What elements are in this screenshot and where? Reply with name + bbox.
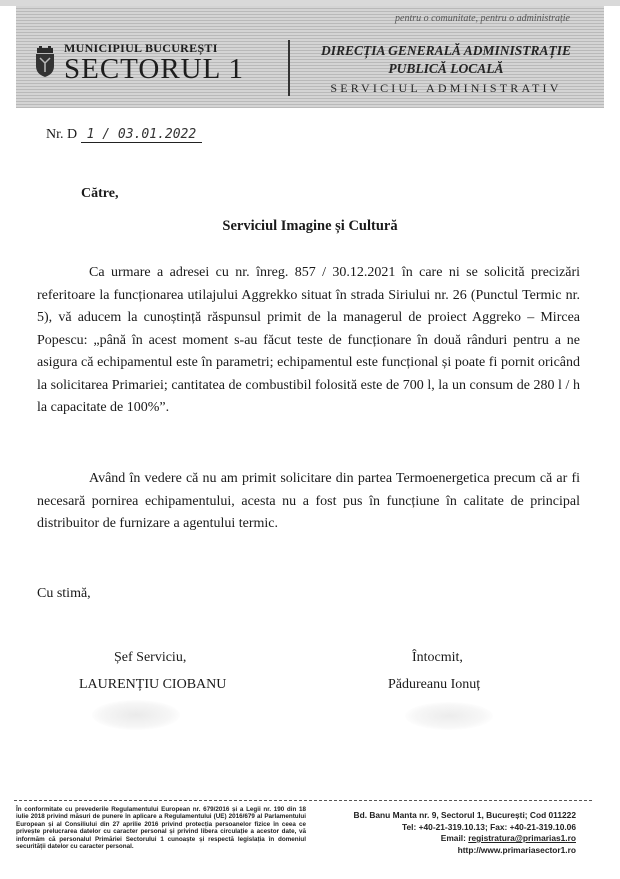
email-label: Email: [440, 833, 466, 843]
recipient: Serviciul Imagine și Cultură [222, 218, 398, 234]
service-name: SERVICIUL ADMINISTRATIV [330, 81, 562, 95]
phone-fax: Tel: +40-21-319.10.13; Fax: +40-21-319.10.06 [402, 821, 576, 832]
left-signatory-name: LAURENȚIU CIOBANU [79, 677, 227, 692]
left-signatory-title: Șef Serviciu, [114, 650, 187, 665]
redacted-signature-right [405, 702, 493, 730]
contact-block [286, 810, 576, 856]
redacted-signature-left [92, 700, 180, 730]
email-link[interactable]: registratura@primarias1.ro [468, 833, 576, 843]
number-label: Nr. D [46, 127, 78, 142]
greeting: Către, [81, 186, 119, 201]
coat-of-arms-icon [34, 46, 56, 78]
header-divider [288, 40, 290, 96]
municipality-name: MUNICIPIUL BUCUREȘTI [64, 41, 218, 55]
closing: Cu stimă, [37, 586, 91, 601]
email-line [286, 833, 576, 845]
number-value: 1 / 03.01.2022 [81, 127, 203, 143]
right-signatory-name: Pădureanu Ionuț [388, 677, 481, 692]
directorate-line-2: PUBLICĂ LOCALĂ [388, 61, 504, 76]
gdpr-notice: În conformitate cu prevederile Regulamentului European nr. 679/2016 și a Legii nr. 190 din 18 iulie 2018 privind măsuri de punere în aplicare a Regulamentului (UE) 2016/679 al Parlamentului European și al Consiliului din 27 aprilie 2016 privind protecția persoanelor fizice în ceea ce privește prelucrarea datelor cu caracter personal și privind libera circulație a acestor date, vă informăm că personalul Primăriei Sectorului 1 cunoaște și respectă legislația în domeniul securității datelor cu caracter personal. [16, 806, 306, 851]
footer-divider [14, 800, 592, 801]
website-link[interactable]: http://www.primariasector1.ro [457, 844, 576, 855]
paragraph-1: Ca urmare a adresei cu nr. înreg. 857 / 30.12.2021 în care ni se solicită precizări referitoare la funcționarea utilajului Aggrekko situat în strada Siriului nr. 26 (Punctul Termic nr. 5), vă aducem la cunoștință răspunsul primit de la managerul de proiect Aggreko – Mircea Popescu: „până în acest moment s-au făcut teste de funcționare în două rânduri pentru a ne asigura că echipamentul este în parametri; echipamentul este funcțional și poate fi pornit oricând la solicitarea Primariei; cantitatea de combustibil folosită este de 700 l, la un consum de 280 l / h la capacitate de 100%”. [37, 265, 580, 415]
directorate-line-1: DIRECȚIA GENERALĂ ADMINISTRAȚIE [320, 43, 572, 58]
letterhead [16, 6, 604, 108]
right-signatory-title: Întocmit, [412, 650, 463, 665]
paragraph-2: Având în vedere că nu am primit solicitare din partea Termoenergetica precum că ar fi necesară pornirea echipamentului, acesta nu a fost pus în funcțiune în calitate de principal distribuitor de furnizare a agentului termic. [37, 471, 580, 531]
address: Bd. Banu Manta nr. 9, Sectorul 1, București; Cod 011222 [353, 810, 576, 820]
header-slogan: pentru o comunitate, pentru o administrație [395, 13, 570, 24]
registration-number [46, 127, 202, 143]
sector-name: SECTORUL 1 [64, 53, 244, 85]
